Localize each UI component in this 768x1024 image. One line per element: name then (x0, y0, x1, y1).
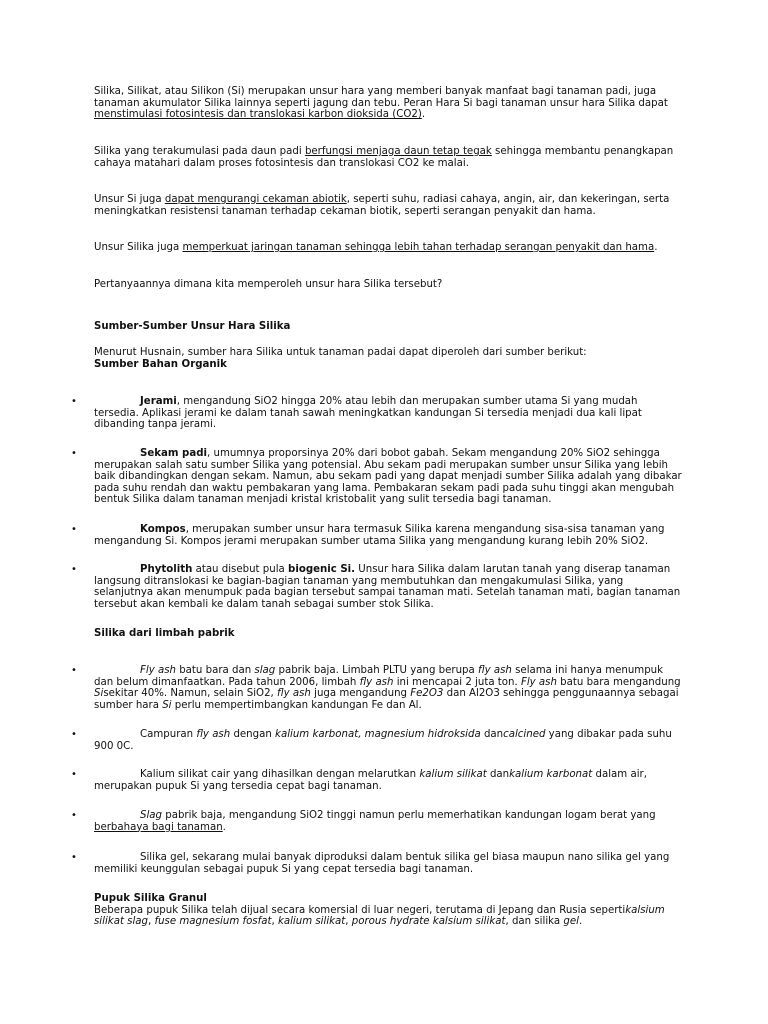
paragraph-sumber-intro: Menurut Husnain, sumber hara Silika untuk tanaman padai dapat diperoleh dari sumber berikut: Sumber Bahan Organik (94, 347, 587, 370)
bullet-marker: • (71, 810, 77, 821)
underlined-text: dapat mengurangi cekaman abiotik (164, 194, 347, 205)
heading-limbah: Silika dari limbah pabrik (94, 628, 235, 639)
bullet-marker: • (71, 665, 77, 676)
paragraph-intro-4: Unsur Silika juga memperkuat jaringan tanaman sehingga lebih tahan terhadap serangan penyakit dan hama. (94, 242, 658, 253)
paragraph-question: Pertanyaannya dimana kita memperoleh unsur hara Silika tersebut? (94, 279, 443, 290)
heading-granul: Pupuk Silika Granul (94, 893, 207, 904)
list-item-campuran: Campuran fly ash dengan kalium karbonat, magnesium hidroksida dancalcined yang dibakar pada suhu 900 0C. (94, 729, 672, 752)
list-item-kalium-silikat: Kalium silikat cair yang dihasilkan dengan melarutkan kalium silikat dankalium karbonat dalam air, merupakan pupuk Si yang tersedia cepat bagi tanaman. (94, 769, 647, 792)
list-item-sekam-padi: Sekam padi, umumnya proporsinya 20% dari bobot gabah. Sekam mengandung 20% SiO2 sehingga merupakan salah satu sumber Silika yang potensial. Abu sekam padi merupakan sumber unsur Silika yang lebih baik dibandingkan dengan sekam. Namun, abu sekam padi yang dapat menjadi sumber Silika adalah yang dibakar pada suhu rendah dan waktu pembakaran yang lama. Pembakaran sekam padi pada suhu tinggi akan mengubah bentuk Silika dalam tanaman menjadi kristal kristobalit yang sulit tersedia bagi tanaman. (94, 448, 682, 506)
underlined-text: memperkuat jaringan tanaman sehingga lebih tahan terhadap serangan penyakit dan hama (182, 242, 655, 253)
paragraph-intro-1: Silika, Silikat, atau Silikon (Si) merupakan unsur hara yang memberi banyak manfaat bagi tanaman padi, juga tanaman akumulator Silika lainnya seperti jagung dan tebu. Peran Hara Si bagi tanaman unsur hara Silika dapat menstimulasi fotosintesis dan translokasi karbon dioksida (CO2). (94, 86, 668, 121)
bullet-marker: • (71, 396, 77, 407)
heading-sumber: Sumber-Sumber Unsur Hara Silika (94, 321, 291, 332)
paragraph-intro-2: Silika yang terakumulasi pada daun padi berfungsi menjaga daun tetap tegak sehingga membantu penangkapan cahaya matahari dalam proses fotosintesis dan translokasi CO2 ke malai. (94, 146, 674, 169)
underlined-text: menstimulasi fotosintesis dan translokasi karbon dioksida (CO2) (94, 109, 422, 121)
list-item-silika-gel: Silika gel, sekarang mulai banyak diproduksi dalam bentuk silika gel biasa maupun nano silika gel yang memiliki keunggulan sebagai pupuk Si yang cepat tersedia bagi tanaman. (94, 852, 670, 875)
bullet-marker: • (71, 769, 77, 780)
bullet-marker: • (71, 564, 77, 575)
subheading-organik: Sumber Bahan Organik (94, 358, 227, 370)
underlined-text: berbahaya bagi tanaman (94, 821, 223, 833)
bullet-marker: • (71, 524, 77, 535)
list-item-jerami: Jerami, mengandung SiO2 hingga 20% atau lebih dan merupakan sumber utama Si yang mudah tersedia. Aplikasi jerami ke dalam tanah sawah meningkatkan kandungan Si tersedia menjadi dua kali lipat dibanding tanpa jerami. (94, 396, 642, 431)
paragraph-intro-3: Unsur Si juga dapat mengurangi cekaman abiotik, seperti suhu, radiasi cahaya, angin, air, dan kekeringan, serta meningkatkan resistensi tanaman terhadap cekaman biotik, seperti serangan penyakit dan hama. (94, 194, 670, 217)
bullet-marker: • (71, 448, 77, 459)
bullet-marker: • (71, 729, 77, 740)
list-item-phytolith: Phytolith atau disebut pula biogenic Si. Unsur hara Silika dalam larutan tanah yang diserap tanaman langsung ditranslokasi ke bagian-bagian tanaman yang membutuhkan dan mengakumulasi Silika, yang selanjutnya akan menumpuk pada bagian tersebut sampai tanaman mati. Setelah tanaman mati, bagian tanaman tersebut akan kembali ke dalam tanah sebagai sumber stok Silika. (94, 564, 681, 610)
list-item-slag: Slag pabrik baja, mengandung SiO2 tinggi namun perlu memerhatikan kandungan logam berat yang berbahaya bagi tanaman. (94, 810, 656, 833)
bullet-marker: • (71, 852, 77, 863)
section-granul: Pupuk Silika Granul Beberapa pupuk Silika telah dijual secara komersial di luar negeri, terutama di Jepang dan Rusia sepertikalsium silikat slag, fuse magnesium fosfat, kalium silikat, porous hydrate kalsium silikat, dan silika gel. (94, 893, 665, 928)
underlined-text: berfungsi menjaga daun tetap tegak (304, 146, 492, 157)
list-item-kompos: Kompos, merupakan sumber unsur hara termasuk Silika karena mengandung sisa-sisa tanaman yang mengandung Si. Kompos jerami merupakan sumber utama Silika yang mengandung kurang lebih 20% SiO2. (94, 524, 665, 547)
list-item-fly-ash: Fly ash batu bara dan slag pabrik baja. Limbah PLTU yang berupa fly ash selama ini hanya menumpuk dan belum dimanfaatkan. Pada tahun 2006, limbah fly ash ini mencapai 2 juta ton. Fly ash batu bara mengandung Sisekitar 40%. Namun, selain SiO2, fly ash juga mengandung Fe2O3 dan Al2O3 sehingga penggunaannya sebagai sumber hara Si perlu mempertimbangkan kandungan Fe dan Al. (94, 665, 681, 711)
